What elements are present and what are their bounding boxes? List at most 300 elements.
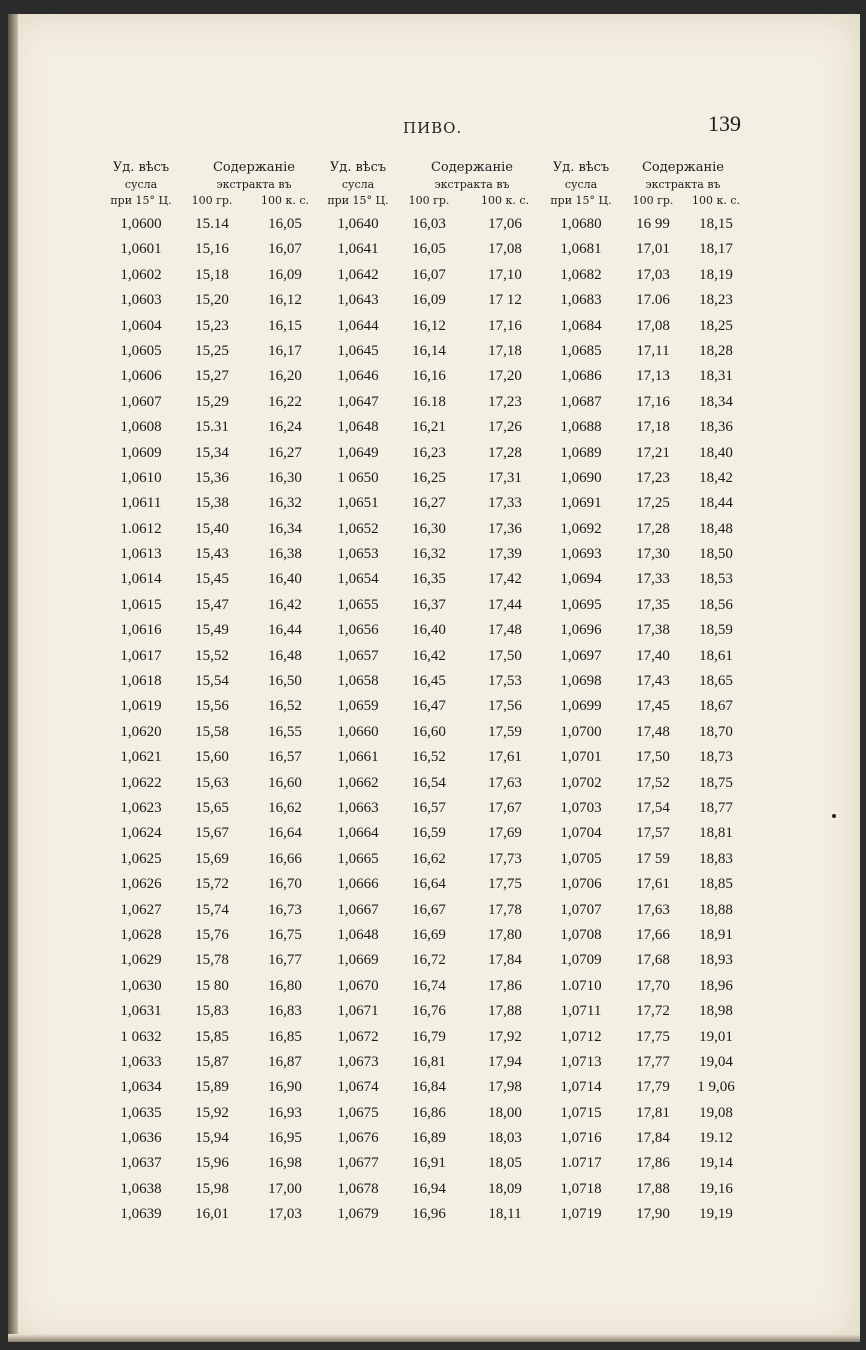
- cell-ext-g-1: 15.31: [195, 419, 229, 436]
- cell-ext-cc-1: 16,98: [268, 1155, 302, 1172]
- cell-ext-g-2: 16,12: [412, 317, 446, 334]
- cell-sg-3: 1,0718: [560, 1180, 602, 1197]
- cell-sg-3: 1,0706: [560, 876, 602, 893]
- cell-ext-cc-1: 16,40: [268, 571, 302, 588]
- cell-ext-g-1: 15,87: [195, 1053, 229, 1070]
- cell-sg-2: 1,0659: [337, 698, 379, 715]
- cell-ext-cc-1: 17,00: [268, 1180, 302, 1197]
- cell-sg-2: 1,0640: [337, 216, 379, 232]
- cell-ext-cc-2: 17,33: [488, 495, 522, 512]
- cell-ext-cc-3: 18,67: [699, 698, 733, 715]
- table-row: [8, 445, 860, 470]
- col-per-grams-3: 100 гр.: [632, 194, 674, 207]
- cell-ext-g-2: 16,60: [412, 723, 446, 740]
- cell-ext-g-3: 17.06: [636, 292, 670, 309]
- cell-ext-cc-3: 18,36: [699, 419, 733, 436]
- cell-ext-cc-3: 18,81: [699, 825, 733, 842]
- cell-ext-cc-2: 17,78: [488, 901, 522, 918]
- cell-sg-2: 1,0657: [337, 647, 379, 664]
- table-row: [8, 851, 860, 876]
- cell-sg-2: 1,0666: [337, 876, 379, 893]
- cell-sg-2: 1,0676: [337, 1130, 379, 1147]
- cell-sg-3: 1,0683: [560, 292, 602, 309]
- cell-ext-g-3: 17,11: [636, 342, 670, 359]
- cell-sg-1: 1,0633: [120, 1053, 162, 1070]
- cell-ext-cc-1: 16,42: [268, 596, 302, 613]
- cell-sg-2: 1,0653: [337, 546, 379, 563]
- cell-ext-cc-3: 19.12: [699, 1130, 733, 1147]
- cell-ext-cc-1: 16,05: [268, 216, 302, 232]
- cell-ext-g-2: 16,86: [412, 1104, 446, 1121]
- cell-ext-g-2: 16,14: [412, 342, 446, 359]
- cell-ext-cc-3: 18,91: [699, 926, 733, 943]
- table-row: [8, 673, 860, 698]
- cell-sg-3: 1,0686: [560, 368, 602, 385]
- cell-ext-g-2: 16,25: [412, 469, 446, 486]
- table-row: [8, 419, 860, 444]
- table-row: [8, 1003, 860, 1028]
- cell-ext-cc-3: 18,83: [699, 850, 733, 867]
- cell-ext-cc-3: 18,40: [699, 444, 733, 461]
- col-extract-header-3: Содержаніе: [641, 160, 725, 175]
- cell-ext-g-3: 17,68: [636, 952, 670, 969]
- cell-ext-cc-3: 18,44: [699, 495, 733, 512]
- cell-ext-g-2: 16,37: [412, 596, 446, 613]
- cell-ext-cc-3: 18,50: [699, 546, 733, 563]
- cell-sg-3: 1,0685: [560, 342, 602, 359]
- cell-ext-cc-2: 17,23: [488, 393, 522, 410]
- cell-ext-g-3: 17 59: [636, 850, 670, 867]
- col-per-cc-3: 100 к. с.: [691, 194, 741, 207]
- cell-sg-2: 1,0656: [337, 622, 379, 639]
- cell-ext-g-2: 16,57: [412, 799, 446, 816]
- cell-ext-g-2: 16,42: [412, 647, 446, 664]
- cell-sg-2: 1,0646: [337, 368, 379, 385]
- cell-ext-g-1: 15,36: [195, 469, 229, 486]
- cell-ext-g-1: 15,40: [195, 520, 229, 537]
- cell-ext-g-2: 16,45: [412, 673, 446, 690]
- cell-ext-cc-3: 18,15: [699, 216, 733, 232]
- cell-ext-cc-3: 18,88: [699, 901, 733, 918]
- cell-sg-1: 1,0638: [120, 1180, 162, 1197]
- cell-ext-cc-2: 17,63: [488, 774, 522, 791]
- table-row: [8, 571, 860, 596]
- cell-ext-cc-1: 16,73: [268, 901, 302, 918]
- cell-ext-g-3: 17,52: [636, 774, 670, 791]
- cell-ext-cc-3: 18,93: [699, 952, 733, 969]
- cell-sg-3: 1,0699: [560, 698, 602, 715]
- cell-sg-1: 1,0605: [120, 342, 162, 359]
- cell-sg-2: 1,0641: [337, 241, 379, 258]
- book-page: [8, 14, 860, 1342]
- col-sg-header-2: Уд. вѣсъ: [329, 160, 387, 175]
- cell-sg-2: 1,0670: [337, 977, 379, 994]
- table-row: [8, 1130, 860, 1155]
- wort-extract-table: [8, 160, 860, 1223]
- table-row: [8, 318, 860, 343]
- cell-sg-3: 1,0681: [560, 241, 602, 258]
- table-row: [8, 292, 860, 317]
- cell-sg-3: 1,0702: [560, 774, 602, 791]
- cell-sg-1: 1,0628: [120, 926, 162, 943]
- col-extract-sub-3: экстракта въ: [645, 178, 721, 191]
- cell-sg-2: 1,0677: [337, 1155, 379, 1172]
- cell-sg-3: 1,0703: [560, 799, 602, 816]
- cell-ext-cc-3: 19,19: [699, 1206, 733, 1223]
- cell-ext-g-3: 17,48: [636, 723, 670, 740]
- cell-ext-g-1: 15,34: [195, 444, 229, 461]
- cell-ext-g-3: 17,18: [636, 419, 670, 436]
- cell-sg-3: 1,0712: [560, 1028, 602, 1045]
- cell-ext-g-2: 16,47: [412, 698, 446, 715]
- cell-ext-cc-2: 17,75: [488, 876, 522, 893]
- cell-ext-cc-2: 17,61: [488, 749, 522, 766]
- cell-ext-g-1: 15,74: [195, 901, 229, 918]
- cell-sg-2: 1,0671: [337, 1003, 379, 1020]
- cell-ext-cc-3: 18,31: [699, 368, 733, 385]
- cell-ext-g-2: 16,69: [412, 926, 446, 943]
- cell-ext-g-3: 17,75: [636, 1028, 670, 1045]
- cell-sg-2: 1,0675: [337, 1104, 379, 1121]
- cell-ext-cc-2: 18,11: [488, 1206, 522, 1223]
- cell-sg-3: 1,0689: [560, 444, 602, 461]
- cell-ext-g-2: 16,96: [412, 1206, 446, 1223]
- cell-sg-1: 1,0636: [120, 1130, 162, 1147]
- cell-sg-3: 1,0697: [560, 647, 602, 664]
- cell-ext-cc-3: 18,98: [699, 1003, 733, 1020]
- col-extract-sub-1: экстракта въ: [216, 178, 292, 191]
- cell-sg-1: 1,0617: [120, 647, 162, 664]
- cell-sg-2: 1,0673: [337, 1053, 379, 1070]
- cell-ext-cc-3: 18,28: [699, 342, 733, 359]
- cell-sg-2: 1,0665: [337, 850, 379, 867]
- header-row-1: [8, 160, 860, 178]
- table-body: [8, 216, 860, 1232]
- cell-ext-g-3: 17,35: [636, 596, 670, 613]
- cell-ext-cc-1: 16,34: [268, 520, 302, 537]
- cell-ext-cc-1: 16,70: [268, 876, 302, 893]
- cell-ext-cc-2: 18,05: [488, 1155, 522, 1172]
- cell-ext-cc-2: 18,09: [488, 1180, 522, 1197]
- cell-sg-2: 1,0679: [337, 1206, 379, 1223]
- cell-ext-g-2: 16,27: [412, 495, 446, 512]
- cell-sg-3: 1,0709: [560, 952, 602, 969]
- cell-ext-g-1: 15,45: [195, 571, 229, 588]
- cell-ext-cc-1: 16,80: [268, 977, 302, 994]
- cell-sg-3: 1.0710: [560, 977, 602, 994]
- cell-ext-cc-2: 17,10: [488, 266, 522, 283]
- cell-sg-1: 1,0634: [120, 1079, 162, 1096]
- cell-sg-1: 1,0630: [120, 977, 162, 994]
- cell-ext-cc-3: 19,04: [699, 1053, 733, 1070]
- cell-ext-cc-3: 18,77: [699, 799, 733, 816]
- cell-ext-cc-1: 16,64: [268, 825, 302, 842]
- cell-ext-g-2: 16,64: [412, 876, 446, 893]
- cell-sg-1: 1,0626: [120, 876, 162, 893]
- cell-sg-2: 1,0674: [337, 1079, 379, 1096]
- col-extract-sub-2: экстракта въ: [434, 178, 510, 191]
- cell-sg-3: 1,0708: [560, 926, 602, 943]
- cell-ext-g-2: 16,35: [412, 571, 446, 588]
- cell-ext-g-1: 15,92: [195, 1104, 229, 1121]
- cell-ext-g-2: 16,59: [412, 825, 446, 842]
- col-sg-sub-2: сусла: [341, 178, 375, 191]
- table-row: [8, 825, 860, 850]
- cell-ext-g-1: 15,52: [195, 647, 229, 664]
- cell-ext-cc-3: 18,17: [699, 241, 733, 258]
- cell-ext-g-3: 17,77: [636, 1053, 670, 1070]
- cell-sg-1: 1,0603: [120, 292, 162, 309]
- cell-ext-cc-2: 17,44: [488, 596, 522, 613]
- table-row: [8, 470, 860, 495]
- cell-sg-1: 1,0625: [120, 850, 162, 867]
- table-row: [8, 1206, 860, 1231]
- cell-ext-cc-3: 19,01: [699, 1028, 733, 1045]
- cell-sg-2: 1,0658: [337, 673, 379, 690]
- cell-ext-g-2: 16,54: [412, 774, 446, 791]
- cell-ext-cc-1: 16,44: [268, 622, 302, 639]
- col-per-cc-2: 100 к. с.: [480, 194, 530, 207]
- table-row: [8, 698, 860, 723]
- cell-ext-g-2: 16,84: [412, 1079, 446, 1096]
- cell-sg-1: 1,0600: [120, 216, 162, 232]
- cell-sg-1: 1,0604: [120, 317, 162, 334]
- cell-ext-cc-1: 16,48: [268, 647, 302, 664]
- cell-ext-g-2: 16,40: [412, 622, 446, 639]
- cell-ext-cc-3: 1 9,06: [697, 1079, 735, 1096]
- cell-ext-g-3: 17,43: [636, 673, 670, 690]
- cell-sg-3: 1,0701: [560, 749, 602, 766]
- cell-ext-cc-1: 16,95: [268, 1130, 302, 1147]
- cell-sg-3: 1,0691: [560, 495, 602, 512]
- cell-sg-1: 1,0618: [120, 673, 162, 690]
- cell-sg-2: 1,0652: [337, 520, 379, 537]
- running-head: [8, 107, 860, 137]
- cell-ext-g-1: 15,96: [195, 1155, 229, 1172]
- cell-ext-cc-3: 18,61: [699, 647, 733, 664]
- cell-sg-2: 1,0654: [337, 571, 379, 588]
- cell-ext-cc-2: 17,08: [488, 241, 522, 258]
- cell-ext-g-3: 17,84: [636, 1130, 670, 1147]
- cell-sg-1: 1,0639: [120, 1206, 162, 1223]
- cell-ext-g-1: 15,78: [195, 952, 229, 969]
- cell-sg-2: 1,0655: [337, 596, 379, 613]
- cell-ext-cc-2: 17 12: [488, 292, 522, 309]
- cell-ext-g-3: 17,25: [636, 495, 670, 512]
- cell-ext-g-2: 16,72: [412, 952, 446, 969]
- cell-sg-2: 1,0648: [337, 926, 379, 943]
- table-row: [8, 1079, 860, 1104]
- cell-sg-3: 1,0700: [560, 723, 602, 740]
- cell-sg-1: 1,0613: [120, 546, 162, 563]
- cell-ext-cc-2: 17,59: [488, 723, 522, 740]
- table-row: [8, 952, 860, 977]
- cell-ext-cc-2: 17,18: [488, 342, 522, 359]
- col-sg-header-1: Уд. вѣсъ: [112, 160, 170, 175]
- cell-ext-cc-1: 16,75: [268, 926, 302, 943]
- cell-ext-g-1: 15,65: [195, 799, 229, 816]
- cell-ext-cc-3: 18,42: [699, 469, 733, 486]
- cell-ext-cc-1: 16,07: [268, 241, 302, 258]
- cell-sg-2: 1,0648: [337, 419, 379, 436]
- cell-ext-cc-2: 17,06: [488, 216, 522, 232]
- cell-ext-g-1: 15,47: [195, 596, 229, 613]
- cell-ext-g-3: 17,23: [636, 469, 670, 486]
- table-row: [8, 622, 860, 647]
- table-row: [8, 546, 860, 571]
- cell-sg-1: 1,0610: [120, 469, 162, 486]
- cell-sg-2: 1,0664: [337, 825, 379, 842]
- cell-sg-1: 1,0611: [120, 495, 162, 512]
- cell-sg-1: 1,0616: [120, 622, 162, 639]
- cell-ext-cc-1: 16,38: [268, 546, 302, 563]
- cell-sg-1: 1,0624: [120, 825, 162, 842]
- cell-sg-1: 1,0606: [120, 368, 162, 385]
- cell-ext-g-2: 16,74: [412, 977, 446, 994]
- table-row: [8, 902, 860, 927]
- cell-sg-1: 1,0637: [120, 1155, 162, 1172]
- cell-sg-3: 1,0714: [560, 1079, 602, 1096]
- cell-ext-cc-1: 16,62: [268, 799, 302, 816]
- cell-ext-g-2: 16,76: [412, 1003, 446, 1020]
- cell-ext-cc-2: 17,28: [488, 444, 522, 461]
- cell-sg-2: 1,0651: [337, 495, 379, 512]
- cell-sg-3: 1,0687: [560, 393, 602, 410]
- cell-sg-1: 1,0607: [120, 393, 162, 410]
- cell-sg-1: 1,0621: [120, 749, 162, 766]
- cell-ext-cc-2: 18,00: [488, 1104, 522, 1121]
- cell-ext-cc-3: 18,25: [699, 317, 733, 334]
- cell-sg-3: 1,0715: [560, 1104, 602, 1121]
- cell-sg-1: 1,0627: [120, 901, 162, 918]
- cell-ext-g-3: 17,08: [636, 317, 670, 334]
- cell-ext-cc-1: 16,90: [268, 1079, 302, 1096]
- cell-ext-g-2: 16,94: [412, 1180, 446, 1197]
- table-row: [8, 343, 860, 368]
- cell-sg-2: 1,0644: [337, 317, 379, 334]
- cell-ext-g-3: 17,90: [636, 1206, 670, 1223]
- cell-ext-cc-1: 16,30: [268, 469, 302, 486]
- cell-ext-cc-1: 17,03: [268, 1206, 302, 1223]
- cell-ext-cc-2: 17,50: [488, 647, 522, 664]
- cell-ext-cc-2: 17,84: [488, 952, 522, 969]
- cell-sg-1: 1,0635: [120, 1104, 162, 1121]
- cell-ext-g-1: 16,01: [195, 1206, 229, 1223]
- table-row: [8, 775, 860, 800]
- cell-ext-g-3: 17,50: [636, 749, 670, 766]
- cell-sg-2: 1 0650: [337, 469, 379, 486]
- cell-ext-g-1: 15,98: [195, 1180, 229, 1197]
- cell-ext-g-3: 17,61: [636, 876, 670, 893]
- cell-ext-g-2: 16,62: [412, 850, 446, 867]
- cell-ext-cc-2: 18,03: [488, 1130, 522, 1147]
- cell-ext-cc-1: 16,27: [268, 444, 302, 461]
- cell-sg-3: 1,0711: [560, 1003, 602, 1020]
- cell-ext-cc-2: 17,67: [488, 799, 522, 816]
- cell-ext-g-1: 15,49: [195, 622, 229, 639]
- cell-ext-g-3: 17,88: [636, 1180, 670, 1197]
- table-row: [8, 749, 860, 774]
- cell-ext-cc-2: 17,98: [488, 1079, 522, 1096]
- cell-ext-cc-2: 17,80: [488, 926, 522, 943]
- col-sg-temp-3: при 15° Ц.: [550, 194, 612, 207]
- cell-ext-g-3: 16 99: [636, 216, 670, 232]
- cell-ext-cc-1: 16,12: [268, 292, 302, 309]
- col-sg-temp-1: при 15° Ц.: [110, 194, 172, 207]
- table-row: [8, 368, 860, 393]
- cell-ext-cc-3: 18,23: [699, 292, 733, 309]
- cell-sg-1: 1.0612: [120, 520, 162, 537]
- cell-ext-cc-1: 16,17: [268, 342, 302, 359]
- cell-ext-cc-2: 17,56: [488, 698, 522, 715]
- cell-ext-cc-1: 16,83: [268, 1003, 302, 1020]
- table-row: [8, 927, 860, 952]
- cell-ext-g-3: 17,57: [636, 825, 670, 842]
- cell-sg-3: 1,0704: [560, 825, 602, 842]
- cell-sg-1: 1,0622: [120, 774, 162, 791]
- cell-sg-2: 1,0643: [337, 292, 379, 309]
- cell-sg-1: 1,0631: [120, 1003, 162, 1020]
- cell-sg-2: 1,0661: [337, 749, 379, 766]
- cell-ext-cc-3: 18,53: [699, 571, 733, 588]
- cell-ext-cc-3: 18,85: [699, 876, 733, 893]
- header-row-2: [8, 178, 860, 194]
- cell-ext-g-3: 17,66: [636, 926, 670, 943]
- cell-ext-g-3: 17,63: [636, 901, 670, 918]
- table-row: [8, 648, 860, 673]
- cell-ext-g-2: 16,89: [412, 1130, 446, 1147]
- cell-ext-cc-1: 16,50: [268, 673, 302, 690]
- table-row: [8, 241, 860, 266]
- table-row: [8, 800, 860, 825]
- cell-sg-1: 1,0629: [120, 952, 162, 969]
- cell-ext-cc-3: 18,56: [699, 596, 733, 613]
- cell-sg-3: 1,0698: [560, 673, 602, 690]
- cell-ext-cc-1: 16,22: [268, 393, 302, 410]
- cell-ext-g-1: 15,25: [195, 342, 229, 359]
- cell-ext-g-3: 17,30: [636, 546, 670, 563]
- cell-sg-3: 1,0705: [560, 850, 602, 867]
- cell-ext-cc-2: 17,73: [488, 850, 522, 867]
- cell-ext-g-1: 15,54: [195, 673, 229, 690]
- cell-ext-g-3: 17,72: [636, 1003, 670, 1020]
- cell-ext-g-2: 16,07: [412, 266, 446, 283]
- cell-ext-g-1: 15,56: [195, 698, 229, 715]
- col-sg-sub-1: сусла: [124, 178, 158, 191]
- table-row: [8, 267, 860, 292]
- table-row: [8, 724, 860, 749]
- cell-sg-1: 1,0614: [120, 571, 162, 588]
- cell-ext-g-3: 17,21: [636, 444, 670, 461]
- table-row: [8, 1105, 860, 1130]
- cell-ext-cc-3: 18,70: [699, 723, 733, 740]
- col-extract-header-2: Содержаніе: [430, 160, 514, 175]
- cell-ext-cc-1: 16,66: [268, 850, 302, 867]
- cell-ext-g-1: 15,69: [195, 850, 229, 867]
- table-row: [8, 876, 860, 901]
- col-sg-temp-2: при 15° Ц.: [327, 194, 389, 207]
- cell-sg-3: 1,0692: [560, 520, 602, 537]
- page-bottom-edge: [8, 1334, 860, 1342]
- cell-ext-cc-3: 18,65: [699, 673, 733, 690]
- cell-ext-g-3: 17,03: [636, 266, 670, 283]
- cell-sg-3: 1.0717: [560, 1155, 602, 1172]
- cell-ext-g-3: 17,45: [636, 698, 670, 715]
- cell-sg-1: 1 0632: [120, 1028, 162, 1045]
- cell-sg-2: 1,0649: [337, 444, 379, 461]
- cell-sg-2: 1,0645: [337, 342, 379, 359]
- cell-ext-cc-1: 16,24: [268, 419, 302, 436]
